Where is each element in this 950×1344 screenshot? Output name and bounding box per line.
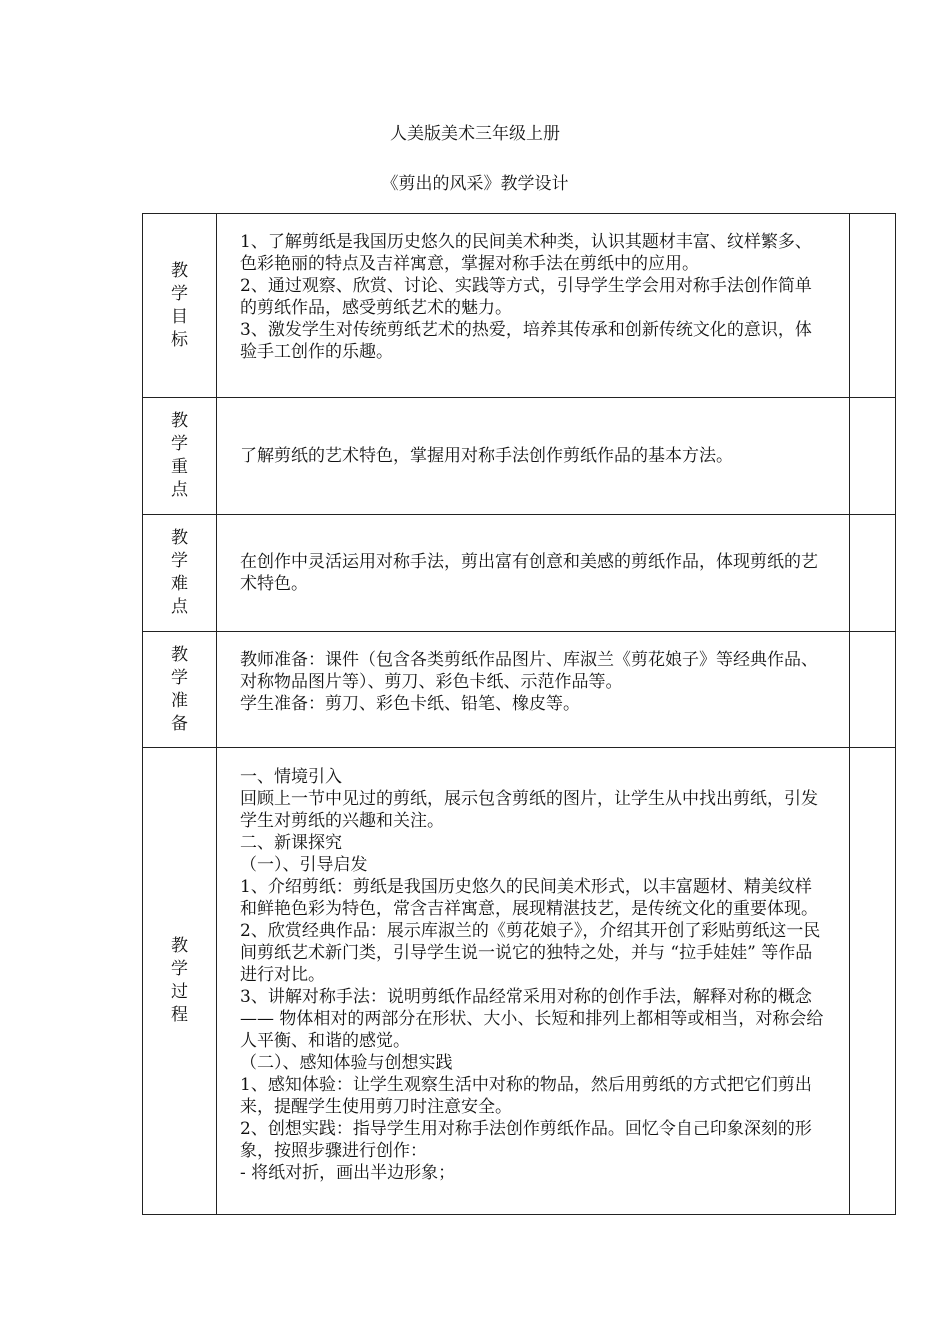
lesson-plan-table — [142, 213, 896, 1215]
blank-cell — [850, 214, 896, 398]
content-line: 1、感知体验：让学生观察生活中对称的物品，然后用剪纸的方式把它们剪出来，提醒学生使用剪刀时注意安全。 — [240, 1075, 812, 1117]
document-subtitle: 《剪出的风采》教学设计 — [381, 174, 569, 194]
blank-cell — [850, 398, 896, 515]
row-content-key-points — [217, 398, 850, 515]
content-line: 2、欣赏经典作品：展示库淑兰的《剪花娘子》，介绍其开创了彩贴剪纸这一民间剪纸艺术新门类，引导学生说一说它的独特之处，并与 “拉手娃娃” 等作品进行对比。 — [240, 921, 821, 985]
row-label-key-points: 教 学 重 点 — [143, 398, 217, 515]
row-label-process: 教 学 过 程 — [143, 748, 217, 1215]
content-line: - 将纸对折，画出半边形象； — [240, 1163, 456, 1183]
blank-cell — [850, 632, 896, 748]
table-row-process — [143, 748, 896, 1215]
row-label-difficulties: 教 学 难 点 — [143, 515, 217, 632]
row-content-process — [217, 748, 850, 1215]
content-line: 1、了解剪纸是我国历史悠久的民间美术种类，认识其题材丰富、纹样繁多、色彩艳丽的特点及吉祥寓意，掌握对称手法在剪纸中的应用。 — [240, 232, 812, 274]
blank-cell — [850, 748, 896, 1215]
content-line: 学生准备：剪刀、彩色卡纸、铅笔、橡皮等。 — [240, 694, 580, 714]
content-line: （二）、感知体验与创想实践 — [240, 1053, 453, 1073]
blank-cell — [850, 515, 896, 632]
content-line: 1、介绍剪纸：剪纸是我国历史悠久的民间美术形式，以丰富题材、精美纹样和鲜艳色彩为特色，常含吉祥寓意，展现精湛技艺，是传统文化的重要体现。 — [240, 877, 818, 919]
content-line: 在创作中灵活运用对称手法，剪出富有创意和美感的剪纸作品，体现剪纸的艺术特色。 — [240, 552, 818, 594]
document-title: 人美版美术三年级上册 — [390, 124, 560, 144]
content-line: 教师准备：课件（包含各类剪纸作品图片、库淑兰《剪花娘子》等经典作品、对称物品图片等）、剪刀、彩色卡纸、示范作品等。 — [240, 650, 818, 692]
content-line: 一、情境引入 — [240, 767, 342, 787]
content-line: （一）、引导启发 — [240, 855, 368, 875]
content-line: 了解剪纸的艺术特色，掌握用对称手法创作剪纸作品的基本方法。 — [240, 446, 733, 466]
content-line: 回顾上一节中见过的剪纸，展示包含剪纸的图片，让学生从中找出剪纸，引发学生对剪纸的兴趣和关注。 — [240, 789, 818, 831]
row-content-objectives — [217, 214, 850, 398]
table-row-difficulties — [143, 515, 896, 632]
content-line: 2、通过观察、欣赏、讨论、实践等方式，引导学生学会用对称手法创作简单的剪纸作品，感受剪纸艺术的魅力。 — [240, 276, 812, 318]
table-row-objectives — [143, 214, 896, 398]
row-label-preparation: 教 学 准 备 — [143, 632, 217, 748]
table-row-key-points — [143, 398, 896, 515]
content-line: 2、创想实践：指导学生用对称手法创作剪纸作品。回忆令自己印象深刻的形象，按照步骤进行创作： — [240, 1119, 812, 1161]
content-line: 二、新课探究 — [240, 833, 342, 853]
row-label-objectives: 教 学 目 标 — [143, 214, 217, 398]
table-row-preparation — [143, 632, 896, 748]
content-line: 3、激发学生对传统剪纸艺术的热爱，培养其传承和创新传统文化的意识，体验手工创作的乐趣。 — [240, 320, 812, 362]
row-content-preparation — [217, 632, 850, 748]
row-content-difficulties — [217, 515, 850, 632]
content-line: 3、讲解对称手法：说明剪纸作品经常采用对称的创作手法，解释对称的概念 —— 物体相对的两部分在形状、大小、长短和排列上都相等或相当，对称会给人平衡、和谐的感觉。 — [240, 987, 824, 1051]
